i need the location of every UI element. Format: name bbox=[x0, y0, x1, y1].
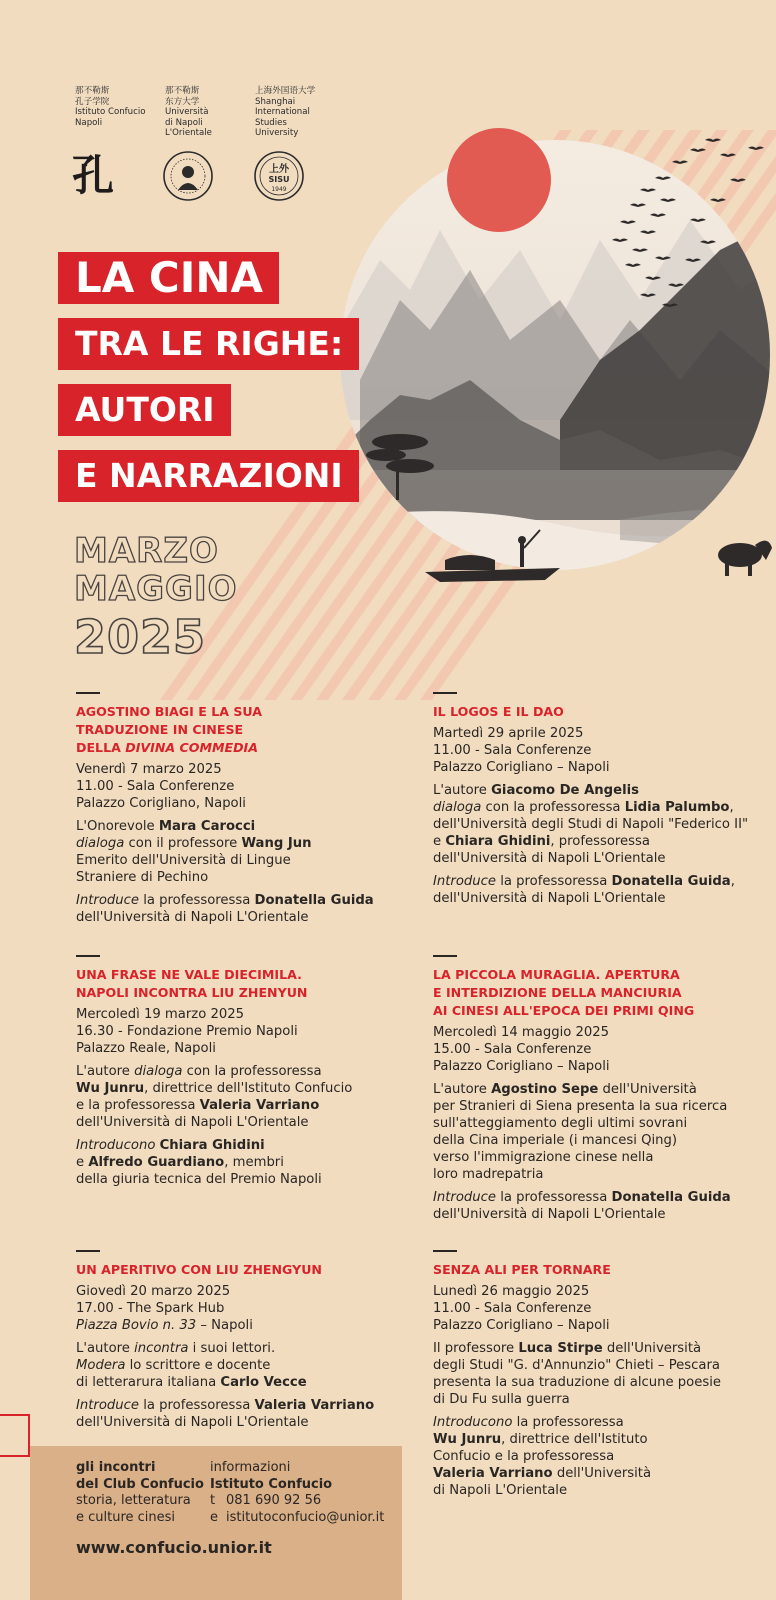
event-piccola-muraglia bbox=[433, 955, 763, 1223]
bold-name: Lidia Palumbo bbox=[624, 799, 730, 815]
event-body-line bbox=[433, 816, 763, 833]
text-run: dell'Università bbox=[602, 1340, 702, 1356]
event-body-line bbox=[433, 1098, 763, 1115]
bold-name: Mara Carocci bbox=[158, 818, 256, 834]
text-run: con la professoressa bbox=[481, 799, 625, 815]
event-dash bbox=[433, 955, 457, 957]
event-body-line bbox=[433, 1206, 763, 1223]
title-line-4: E NARRAZIONI bbox=[58, 450, 359, 502]
event-when-line: Palazzo Corigliano – Napoli bbox=[433, 1058, 610, 1074]
text-run: di Napoli L'Orientale bbox=[433, 1482, 568, 1498]
italic-verb: Modera bbox=[76, 1357, 126, 1373]
text-run: dell'Università bbox=[552, 1465, 652, 1481]
event-title-line: NAPOLI INCONTRA LIU ZHENYUN bbox=[76, 984, 308, 1000]
event-when-line: 11.00 - Sala Conferenze bbox=[76, 778, 235, 794]
email-link[interactable]: istitutoconfucio@unior.it bbox=[226, 1509, 385, 1525]
event-body-line bbox=[433, 1166, 763, 1183]
footer-info-title: informazioni bbox=[210, 1460, 291, 1475]
text-run: , membri bbox=[224, 1154, 284, 1170]
event-when-line: Palazzo Reale, Napoli bbox=[76, 1040, 216, 1056]
bold-name: Donatella Guida bbox=[254, 892, 374, 908]
title-line-1: LA CINA bbox=[58, 252, 279, 304]
text-run: della giuria tecnica del Premio Napoli bbox=[76, 1171, 322, 1187]
bold-name: Valeria Varriano bbox=[254, 1397, 375, 1413]
text-run: , direttrice dell'Istituto Confucio bbox=[144, 1080, 353, 1096]
text-run: e bbox=[76, 1154, 89, 1170]
event-body-line bbox=[433, 1115, 763, 1132]
event-body-line bbox=[76, 1097, 376, 1114]
event-body-line bbox=[433, 1448, 763, 1465]
text-run: , bbox=[730, 873, 735, 889]
footer-left-line-2: del Club Confucio bbox=[76, 1476, 204, 1492]
italic-verb: DIVINA COMMEDIA bbox=[125, 739, 258, 755]
text-run: , bbox=[729, 799, 734, 815]
red-sun bbox=[447, 128, 551, 232]
red-corner-mark bbox=[0, 1414, 30, 1457]
event-body-line bbox=[76, 1414, 376, 1431]
event-dash bbox=[433, 692, 457, 694]
sisu-seal-chars: 上外 bbox=[269, 164, 289, 175]
event-when-line: Mercoledì 19 marzo 2025 bbox=[76, 1006, 245, 1022]
event-when-line: 11.00 - Sala Conferenze bbox=[433, 1300, 592, 1316]
event-body-line bbox=[433, 1465, 763, 1482]
ink-landscape-circle bbox=[330, 130, 776, 600]
phone-label: t bbox=[210, 1493, 216, 1508]
event-body-line bbox=[433, 799, 763, 816]
event-title bbox=[433, 1261, 763, 1279]
event-body-line bbox=[433, 1414, 763, 1431]
footer-info bbox=[210, 1460, 384, 1526]
italic-verb: dialoga bbox=[76, 835, 125, 851]
event-body-line bbox=[76, 909, 376, 926]
text-run: sull'atteggiamento degli ultimi sovrani bbox=[433, 1115, 688, 1131]
event-when-line: Palazzo Corigliano – Napoli bbox=[433, 759, 610, 775]
bold-name: Valeria Varriano bbox=[199, 1097, 320, 1113]
sisu-seal-year: 1949 bbox=[271, 186, 287, 193]
event-body-line bbox=[433, 890, 763, 907]
text-run: la professoressa bbox=[139, 1397, 255, 1413]
footer-left bbox=[76, 1460, 204, 1526]
text-run: L'autore bbox=[76, 1340, 135, 1356]
event-body-line bbox=[76, 818, 376, 835]
title-line-3: AUTORI bbox=[58, 384, 231, 436]
event-when-line: Martedì 29 aprile 2025 bbox=[433, 725, 584, 741]
event-when-line: Giovedì 20 marzo 2025 bbox=[76, 1283, 231, 1299]
text-run: Straniere di Pechino bbox=[76, 869, 209, 885]
text-run: con il professore bbox=[124, 835, 242, 851]
event-senza-ali bbox=[433, 1250, 763, 1499]
bold-name: Valeria Varriano bbox=[433, 1465, 553, 1481]
bold-name: Carlo Vecce bbox=[220, 1374, 307, 1390]
date-month-1: MARZO bbox=[74, 531, 219, 571]
text-run: e bbox=[433, 833, 446, 849]
event-when-line: Venerdì 7 marzo 2025 bbox=[76, 761, 222, 777]
phone-number[interactable]: 081 690 92 56 bbox=[226, 1493, 322, 1508]
date-month-2: MAGGIO bbox=[74, 569, 238, 609]
event-body-line bbox=[76, 1340, 376, 1357]
event-body-line bbox=[433, 1357, 763, 1374]
event-body-line bbox=[433, 1482, 763, 1499]
logo-text-sisu: 上海外国语大学 Shanghai International Studies University bbox=[255, 86, 316, 139]
text-run: L'autore bbox=[433, 782, 492, 798]
event-when-line: 17.00 - The Spark Hub bbox=[76, 1300, 225, 1316]
event-body-line bbox=[76, 1154, 376, 1171]
event-dash bbox=[433, 1250, 457, 1252]
event-title-line: UNA FRASE NE VALE DIECIMILA. bbox=[76, 966, 302, 982]
footer-left-line-4: e culture cinesi bbox=[76, 1509, 176, 1525]
text-run: loro madrepatria bbox=[433, 1166, 544, 1182]
text-run: dell'Università di Napoli L'Orientale bbox=[433, 850, 666, 866]
event-body-line bbox=[433, 782, 763, 799]
text-run: la professoressa bbox=[496, 1189, 612, 1205]
event-title-line: E INTERDIZIONE DELLA MANCIURIA bbox=[433, 984, 682, 1000]
text-run: – Napoli bbox=[196, 1317, 253, 1333]
event-aperitivo bbox=[76, 1250, 376, 1431]
event-body-line bbox=[433, 1081, 763, 1098]
text-run: L'autore bbox=[76, 1063, 135, 1079]
italic-verb: Introduce bbox=[433, 873, 497, 889]
bold-name: Luca Stirpe bbox=[518, 1340, 603, 1356]
event-when-line: Mercoledì 14 maggio 2025 bbox=[433, 1024, 610, 1040]
event-title-line: TRADUZIONE IN CINESE bbox=[76, 721, 244, 737]
event-title-line: AGOSTINO BIAGI E LA SUA bbox=[76, 703, 263, 719]
text-run: verso l'immigrazione cinese nella bbox=[433, 1149, 654, 1165]
event-body-line bbox=[433, 1374, 763, 1391]
text-run: presenta la sua traduzione di alcune poesie bbox=[433, 1374, 722, 1390]
event-title bbox=[433, 703, 763, 721]
text-run: dell'Università di Napoli L'Orientale bbox=[433, 1206, 666, 1222]
event-body-line bbox=[433, 1391, 763, 1408]
text-run: dell'Università degli Studi di Napoli "Federico II" bbox=[433, 816, 749, 832]
event-when-line: Palazzo Corigliano – Napoli bbox=[433, 1317, 610, 1333]
event-body-line bbox=[76, 869, 376, 886]
text-run: di letterarura italiana bbox=[76, 1374, 221, 1390]
event-body-line bbox=[433, 1431, 763, 1448]
event-body-line bbox=[433, 850, 763, 867]
buffalo-silhouette bbox=[718, 541, 772, 576]
event-body-line bbox=[433, 1340, 763, 1357]
text-run: lo scrittore e docente bbox=[125, 1357, 271, 1373]
footer-left-line-1: gli incontri bbox=[76, 1460, 156, 1475]
text-run: DELLA bbox=[76, 739, 126, 755]
event-body-line bbox=[76, 835, 376, 852]
bold-name: Wu Junru bbox=[433, 1431, 502, 1447]
text-run: per Stranieri di Siena presenta la sua ricerca bbox=[433, 1098, 728, 1114]
bold-name: Wu Junru bbox=[76, 1080, 145, 1096]
italic-verb: Piazza Bovio n. 33 bbox=[76, 1317, 197, 1333]
logo-text-orientale: 那不勒斯 东方大学 Università di Napoli L'Orientale bbox=[165, 86, 212, 139]
event-title bbox=[433, 966, 763, 1020]
event-dash bbox=[76, 692, 100, 694]
text-run: di Du Fu sulla guerra bbox=[433, 1391, 570, 1407]
text-run: con la professoressa bbox=[182, 1063, 322, 1079]
text-run: Confucio e la professoressa bbox=[433, 1448, 615, 1464]
event-when-line: Palazzo Corigliano, Napoli bbox=[76, 795, 246, 811]
event-title bbox=[76, 703, 376, 757]
event-when-line bbox=[76, 1317, 376, 1334]
bold-name: Alfredo Guardiano bbox=[88, 1154, 225, 1170]
event-dash bbox=[76, 1250, 100, 1252]
event-title-line: SENZA ALI PER TORNARE bbox=[433, 1261, 611, 1277]
italic-verb: Introduce bbox=[433, 1189, 497, 1205]
text-run: della Cina imperiale (i mancesi Qing) bbox=[433, 1132, 678, 1148]
footer-left-line-3: storia, letteratura bbox=[76, 1493, 191, 1508]
text-run: i suoi lettori. bbox=[188, 1340, 276, 1356]
bold-name: Donatella Guida bbox=[611, 873, 731, 889]
website-link[interactable]: www.confucio.unior.it bbox=[76, 1538, 272, 1557]
event-when-line: 11.00 - Sala Conferenze bbox=[433, 742, 592, 758]
text-run: dell'Università di Napoli L'Orientale bbox=[433, 890, 666, 906]
event-when-line: 15.00 - Sala Conferenze bbox=[433, 1041, 592, 1057]
text-run: , professoressa bbox=[550, 833, 650, 849]
footer-info-org: Istituto Confucio bbox=[210, 1476, 333, 1492]
event-liu-zhenyun bbox=[76, 955, 376, 1188]
italic-verb: Introduce bbox=[76, 892, 140, 908]
text-run: degli Studi "G. d'Annunzio" Chieti – Pescara bbox=[433, 1357, 720, 1373]
event-body-line bbox=[76, 1171, 376, 1188]
text-run: dell'Università di Napoli L'Orientale bbox=[76, 909, 309, 925]
calligraphy-glyph: 孔 bbox=[72, 151, 115, 200]
sisu-seal-abbr: SISU bbox=[268, 175, 290, 184]
event-title-line: AI CINESI ALL'EPOCA DEI PRIMI QING bbox=[433, 1002, 695, 1018]
event-title-line: LA PICCOLA MURAGLIA. APERTURA bbox=[433, 966, 680, 982]
text-run: e la professoressa bbox=[76, 1097, 200, 1113]
event-dash bbox=[76, 955, 100, 957]
event-body-line bbox=[433, 1132, 763, 1149]
bold-name: Chiara Ghidini bbox=[159, 1137, 265, 1153]
text-run: L'autore bbox=[433, 1081, 492, 1097]
text-run: la professoressa bbox=[496, 873, 612, 889]
footer-email-row bbox=[210, 1510, 384, 1527]
bold-name: Wang Jun bbox=[241, 835, 312, 851]
event-body-line bbox=[76, 1063, 376, 1080]
bold-name: Donatella Guida bbox=[611, 1189, 731, 1205]
event-title-line: UN APERITIVO CON LIU ZHENGYUN bbox=[76, 1261, 322, 1277]
footer-phone-row bbox=[210, 1493, 384, 1510]
bold-name: Agostino Sepe bbox=[491, 1081, 599, 1097]
event-body-line bbox=[433, 1189, 763, 1206]
event-body-line bbox=[76, 1357, 376, 1374]
text-run: dell'Università bbox=[598, 1081, 697, 1097]
event-body-line bbox=[433, 873, 763, 890]
event-biagi bbox=[76, 692, 376, 926]
orientale-seal-icon bbox=[162, 150, 214, 202]
bold-name: Chiara Ghidini bbox=[445, 833, 551, 849]
event-body-line bbox=[76, 1080, 376, 1097]
italic-verb: incontra bbox=[134, 1340, 189, 1356]
text-run: dell'Università di Napoli L'Orientale bbox=[76, 1114, 309, 1130]
event-when-line: 16.30 - Fondazione Premio Napoli bbox=[76, 1023, 298, 1039]
text-run: dell'Università di Napoli L'Orientale bbox=[76, 1414, 309, 1430]
text-run: Emerito dell'Università di Lingue bbox=[76, 852, 291, 868]
text-run: la professoressa bbox=[512, 1414, 624, 1430]
logo-text-confucio: 那不勒斯 孔子学院 Istituto Confucio Napoli bbox=[75, 86, 146, 128]
sisu-seal-icon bbox=[253, 150, 305, 202]
event-body-line bbox=[433, 833, 763, 850]
date-year: 2025 bbox=[74, 610, 207, 664]
event-title bbox=[76, 1261, 376, 1279]
event-body-line bbox=[76, 852, 376, 869]
event-title-line bbox=[76, 739, 376, 757]
event-body-line bbox=[76, 1374, 376, 1391]
email-label: e bbox=[210, 1509, 218, 1525]
bold-name: Giacomo De Angelis bbox=[491, 782, 639, 798]
event-body-line bbox=[76, 892, 376, 909]
event-body-line bbox=[433, 1149, 763, 1166]
event-body-line bbox=[76, 1137, 376, 1154]
text-run: L'Onorevole bbox=[76, 818, 159, 834]
title-line-2: TRA LE RIGHE: bbox=[58, 318, 359, 370]
italic-verb: dialoga bbox=[134, 1063, 183, 1079]
italic-verb: dialoga bbox=[433, 799, 482, 815]
italic-verb: Introducono bbox=[76, 1137, 156, 1153]
event-body-line bbox=[76, 1397, 376, 1414]
text-run: Il professore bbox=[433, 1340, 519, 1356]
event-when-line: Lunedì 26 maggio 2025 bbox=[433, 1283, 590, 1299]
confucius-calligraphy-icon bbox=[72, 150, 124, 202]
event-logos-dao bbox=[433, 692, 763, 907]
event-title-line: IL LOGOS E IL DAO bbox=[433, 703, 564, 719]
text-run: , direttrice dell'Istituto bbox=[501, 1431, 648, 1447]
event-body-line bbox=[76, 1114, 376, 1131]
italic-verb: Introduce bbox=[76, 1397, 140, 1413]
text-run: la professoressa bbox=[139, 892, 255, 908]
event-title bbox=[76, 966, 376, 1002]
italic-verb: Introducono bbox=[433, 1414, 513, 1430]
